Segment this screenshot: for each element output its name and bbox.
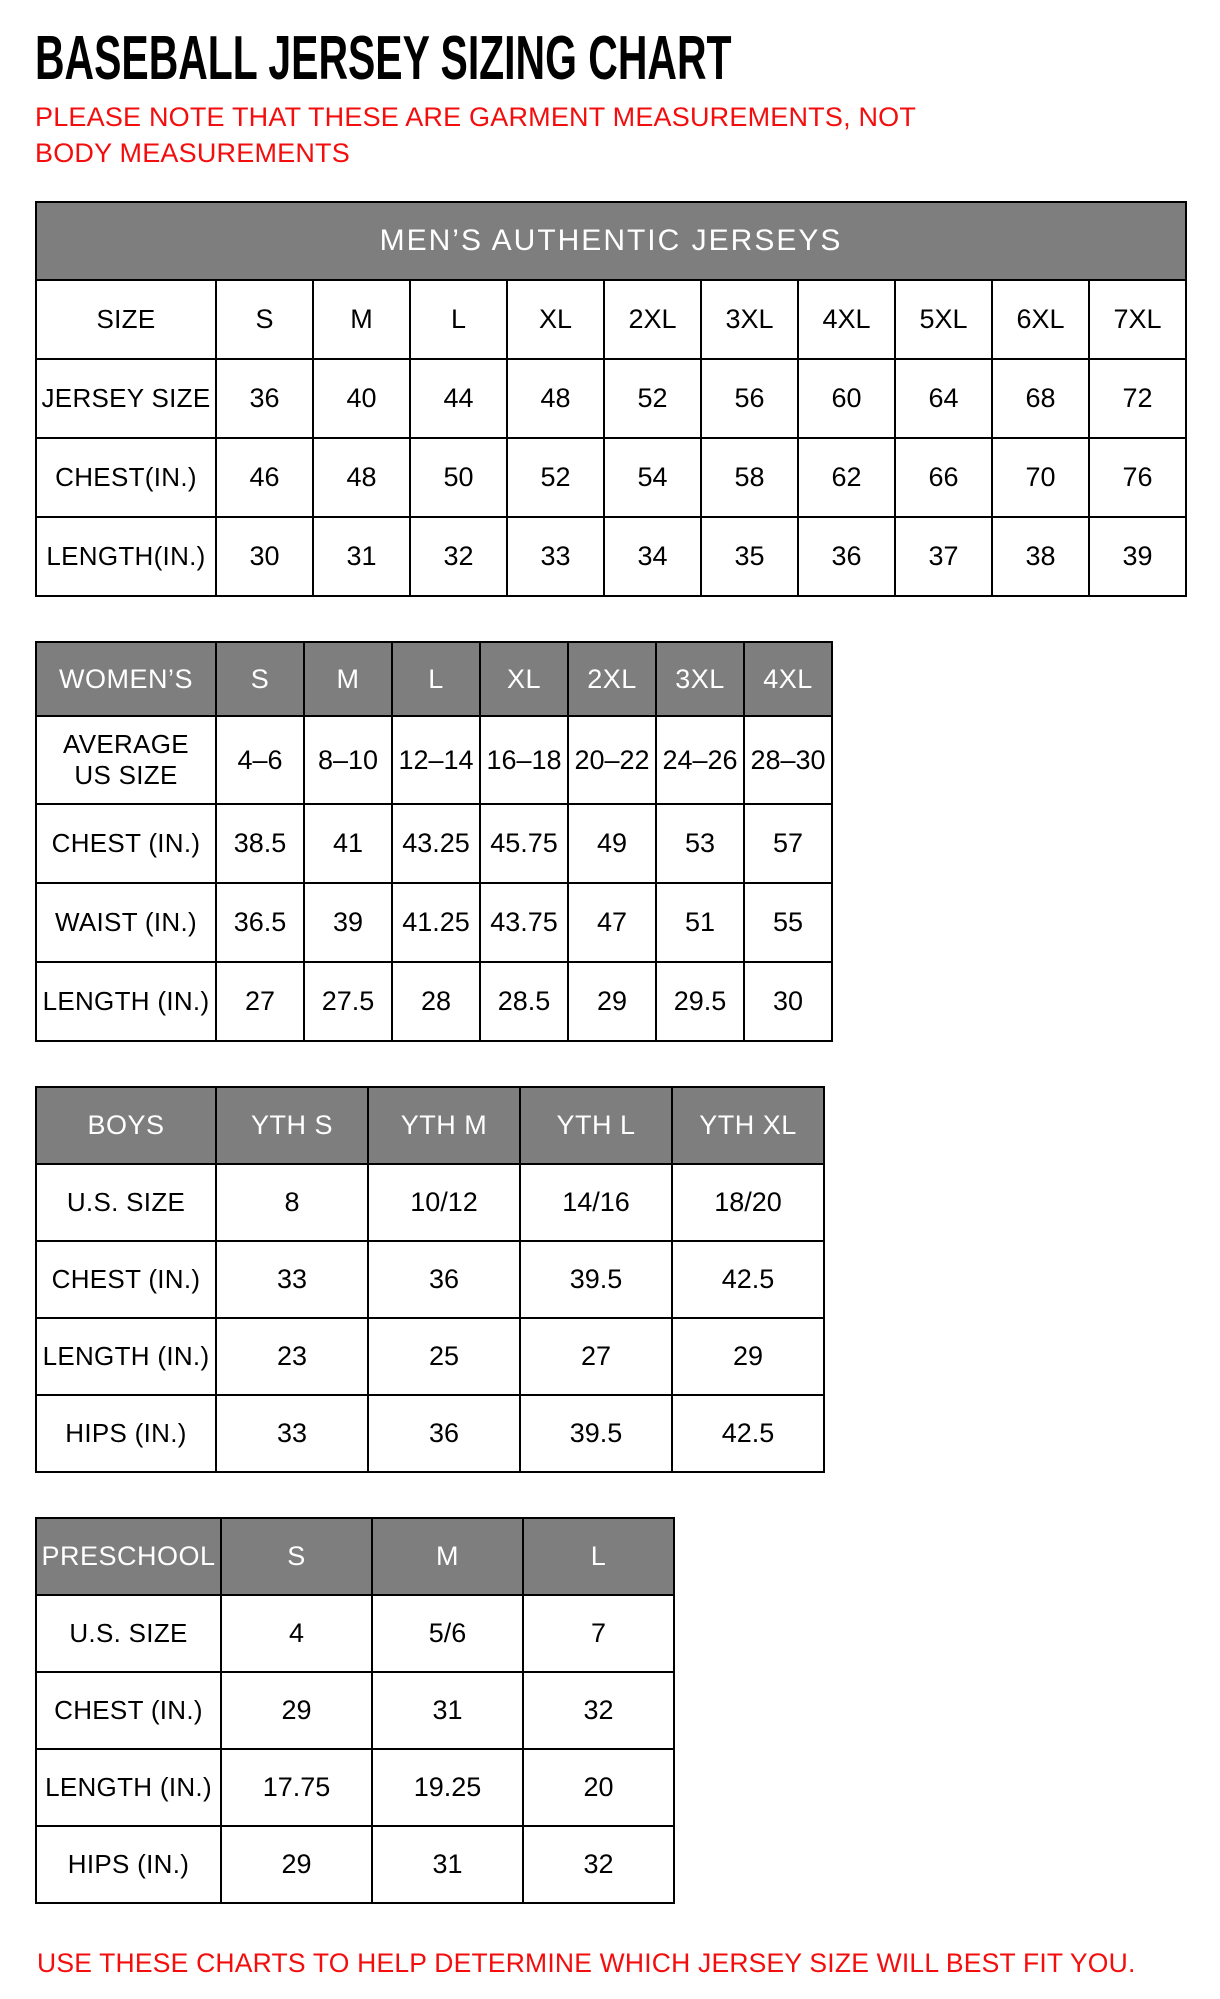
data-cell: 38.5 bbox=[216, 804, 304, 883]
row-label: CHEST (IN.) bbox=[36, 804, 216, 883]
data-cell: 50 bbox=[410, 438, 507, 517]
column-header: YTH M bbox=[368, 1087, 520, 1164]
data-cell: 42.5 bbox=[672, 1395, 824, 1472]
data-cell: 5/6 bbox=[372, 1595, 523, 1672]
data-cell: 27 bbox=[520, 1318, 672, 1395]
data-cell: 4XL bbox=[798, 280, 895, 359]
data-cell: 58 bbox=[701, 438, 798, 517]
column-header: 2XL bbox=[568, 642, 656, 716]
data-cell: 36 bbox=[368, 1241, 520, 1318]
table-row bbox=[36, 280, 1186, 359]
data-cell: 29 bbox=[221, 1672, 372, 1749]
data-cell: 25 bbox=[368, 1318, 520, 1395]
measurement-note: PLEASE NOTE THAT THESE ARE GARMENT MEASUREMENTS, NOT BODY MEASUREMENTS bbox=[35, 102, 916, 168]
data-cell: 5XL bbox=[895, 280, 992, 359]
data-cell: 36 bbox=[798, 517, 895, 596]
data-cell: 31 bbox=[372, 1672, 523, 1749]
data-cell: S bbox=[216, 280, 313, 359]
data-cell: 52 bbox=[604, 359, 701, 438]
table-title: MEN’S AUTHENTIC JERSEYS bbox=[36, 202, 1186, 280]
data-cell: 4 bbox=[221, 1595, 372, 1672]
preschool-table bbox=[35, 1517, 675, 1904]
data-cell: 54 bbox=[604, 438, 701, 517]
data-cell: 48 bbox=[313, 438, 410, 517]
data-cell: 36 bbox=[368, 1395, 520, 1472]
data-cell: 24–26 bbox=[656, 716, 744, 804]
row-label: CHEST (IN.) bbox=[36, 1241, 216, 1318]
data-cell: 18/20 bbox=[672, 1164, 824, 1241]
data-cell: 47 bbox=[568, 883, 656, 962]
data-cell: 55 bbox=[744, 883, 832, 962]
data-cell: 7 bbox=[523, 1595, 674, 1672]
data-cell: 27 bbox=[216, 962, 304, 1041]
table-row bbox=[36, 804, 832, 883]
table-row bbox=[36, 1826, 674, 1903]
column-header: S bbox=[216, 642, 304, 716]
data-cell: 51 bbox=[656, 883, 744, 962]
column-header-row bbox=[36, 642, 832, 716]
table-row bbox=[36, 1318, 824, 1395]
data-cell: 20 bbox=[523, 1749, 674, 1826]
row-label: LENGTH (IN.) bbox=[36, 1749, 221, 1826]
data-cell: 72 bbox=[1089, 359, 1186, 438]
data-cell: 62 bbox=[798, 438, 895, 517]
data-cell: 68 bbox=[992, 359, 1089, 438]
data-cell: 16–18 bbox=[480, 716, 568, 804]
data-cell: 33 bbox=[216, 1241, 368, 1318]
data-cell: 52 bbox=[507, 438, 604, 517]
data-cell: M bbox=[313, 280, 410, 359]
data-cell: 70 bbox=[992, 438, 1089, 517]
data-cell: 49 bbox=[568, 804, 656, 883]
data-cell: 12–14 bbox=[392, 716, 480, 804]
row-label: HIPS (IN.) bbox=[36, 1826, 221, 1903]
data-cell: 60 bbox=[798, 359, 895, 438]
column-header: 3XL bbox=[656, 642, 744, 716]
table-row bbox=[36, 1595, 674, 1672]
data-cell: 32 bbox=[410, 517, 507, 596]
data-cell: L bbox=[410, 280, 507, 359]
data-cell: 31 bbox=[313, 517, 410, 596]
data-cell: 30 bbox=[216, 517, 313, 596]
table-row bbox=[36, 1164, 824, 1241]
data-cell: 39 bbox=[1089, 517, 1186, 596]
boys-table bbox=[35, 1086, 825, 1473]
data-cell: 34 bbox=[604, 517, 701, 596]
data-cell: 36.5 bbox=[216, 883, 304, 962]
data-cell: 23 bbox=[216, 1318, 368, 1395]
row-label: LENGTH(IN.) bbox=[36, 517, 216, 596]
data-cell: 33 bbox=[216, 1395, 368, 1472]
data-cell: 33 bbox=[507, 517, 604, 596]
data-cell: XL bbox=[507, 280, 604, 359]
data-cell: 7XL bbox=[1089, 280, 1186, 359]
data-cell: 44 bbox=[410, 359, 507, 438]
page-title-text: BASEBALL JERSEY SIZING CHART bbox=[35, 24, 732, 93]
table-row bbox=[36, 1241, 824, 1318]
data-cell: 64 bbox=[895, 359, 992, 438]
column-header: YTH S bbox=[216, 1087, 368, 1164]
mens-table bbox=[35, 201, 1187, 597]
table-title: PRESCHOOL bbox=[36, 1518, 221, 1595]
data-cell: 35 bbox=[701, 517, 798, 596]
footer-note: USE THESE CHARTS TO HELP DETERMINE WHICH JERSEY SIZE WILL BEST FIT YOU. bbox=[37, 1948, 1136, 1979]
column-header: M bbox=[372, 1518, 523, 1595]
row-label: LENGTH (IN.) bbox=[36, 1318, 216, 1395]
table-row bbox=[36, 359, 1186, 438]
row-label: WAIST (IN.) bbox=[36, 883, 216, 962]
column-header: L bbox=[523, 1518, 674, 1595]
data-cell: 38 bbox=[992, 517, 1089, 596]
row-label: LENGTH (IN.) bbox=[36, 962, 216, 1041]
data-cell: 29 bbox=[672, 1318, 824, 1395]
data-cell: 8 bbox=[216, 1164, 368, 1241]
table-title-row bbox=[36, 202, 1186, 280]
data-cell: 8–10 bbox=[304, 716, 392, 804]
row-label: U.S. SIZE bbox=[36, 1164, 216, 1241]
data-cell: 32 bbox=[523, 1672, 674, 1749]
data-cell: 39.5 bbox=[520, 1241, 672, 1318]
data-cell: 29 bbox=[221, 1826, 372, 1903]
table-row bbox=[36, 1749, 674, 1826]
data-cell: 29.5 bbox=[656, 962, 744, 1041]
data-cell: 6XL bbox=[992, 280, 1089, 359]
column-header: 4XL bbox=[744, 642, 832, 716]
data-cell: 40 bbox=[313, 359, 410, 438]
data-cell: 57 bbox=[744, 804, 832, 883]
column-header: YTH XL bbox=[672, 1087, 824, 1164]
data-cell: 3XL bbox=[701, 280, 798, 359]
table-row bbox=[36, 962, 832, 1041]
column-header-row bbox=[36, 1087, 824, 1164]
data-cell: 4–6 bbox=[216, 716, 304, 804]
data-cell: 43.25 bbox=[392, 804, 480, 883]
page-title bbox=[35, 24, 1190, 93]
table-row bbox=[36, 438, 1186, 517]
data-cell: 14/16 bbox=[520, 1164, 672, 1241]
data-cell: 41.25 bbox=[392, 883, 480, 962]
data-cell: 46 bbox=[216, 438, 313, 517]
data-cell: 2XL bbox=[604, 280, 701, 359]
row-label: U.S. SIZE bbox=[36, 1595, 221, 1672]
row-label: CHEST (IN.) bbox=[36, 1672, 221, 1749]
table-row bbox=[36, 1672, 674, 1749]
column-header: L bbox=[392, 642, 480, 716]
row-label: SIZE bbox=[36, 280, 216, 359]
data-cell: 28 bbox=[392, 962, 480, 1041]
data-cell: 31 bbox=[372, 1826, 523, 1903]
womens-table bbox=[35, 641, 833, 1042]
table-row bbox=[36, 517, 1186, 596]
row-label: AVERAGE US SIZE bbox=[36, 716, 216, 804]
column-header: S bbox=[221, 1518, 372, 1595]
data-cell: 28–30 bbox=[744, 716, 832, 804]
data-cell: 17.75 bbox=[221, 1749, 372, 1826]
data-cell: 39.5 bbox=[520, 1395, 672, 1472]
table-row bbox=[36, 716, 832, 804]
table-row bbox=[36, 883, 832, 962]
data-cell: 32 bbox=[523, 1826, 674, 1903]
table-title: WOMEN’S bbox=[36, 642, 216, 716]
data-cell: 30 bbox=[744, 962, 832, 1041]
column-header: YTH L bbox=[520, 1087, 672, 1164]
data-cell: 45.75 bbox=[480, 804, 568, 883]
data-cell: 41 bbox=[304, 804, 392, 883]
column-header: XL bbox=[480, 642, 568, 716]
row-label: CHEST(IN.) bbox=[36, 438, 216, 517]
data-cell: 20–22 bbox=[568, 716, 656, 804]
data-cell: 10/12 bbox=[368, 1164, 520, 1241]
data-cell: 28.5 bbox=[480, 962, 568, 1041]
data-cell: 37 bbox=[895, 517, 992, 596]
column-header-row bbox=[36, 1518, 674, 1595]
data-cell: 48 bbox=[507, 359, 604, 438]
row-label: HIPS (IN.) bbox=[36, 1395, 216, 1472]
data-cell: 56 bbox=[701, 359, 798, 438]
table-row bbox=[36, 1395, 824, 1472]
column-header: M bbox=[304, 642, 392, 716]
data-cell: 27.5 bbox=[304, 962, 392, 1041]
row-label: JERSEY SIZE bbox=[36, 359, 216, 438]
data-cell: 66 bbox=[895, 438, 992, 517]
data-cell: 43.75 bbox=[480, 883, 568, 962]
data-cell: 19.25 bbox=[372, 1749, 523, 1826]
data-cell: 53 bbox=[656, 804, 744, 883]
data-cell: 42.5 bbox=[672, 1241, 824, 1318]
data-cell: 39 bbox=[304, 883, 392, 962]
data-cell: 36 bbox=[216, 359, 313, 438]
data-cell: 29 bbox=[568, 962, 656, 1041]
data-cell: 76 bbox=[1089, 438, 1186, 517]
table-title: BOYS bbox=[36, 1087, 216, 1164]
